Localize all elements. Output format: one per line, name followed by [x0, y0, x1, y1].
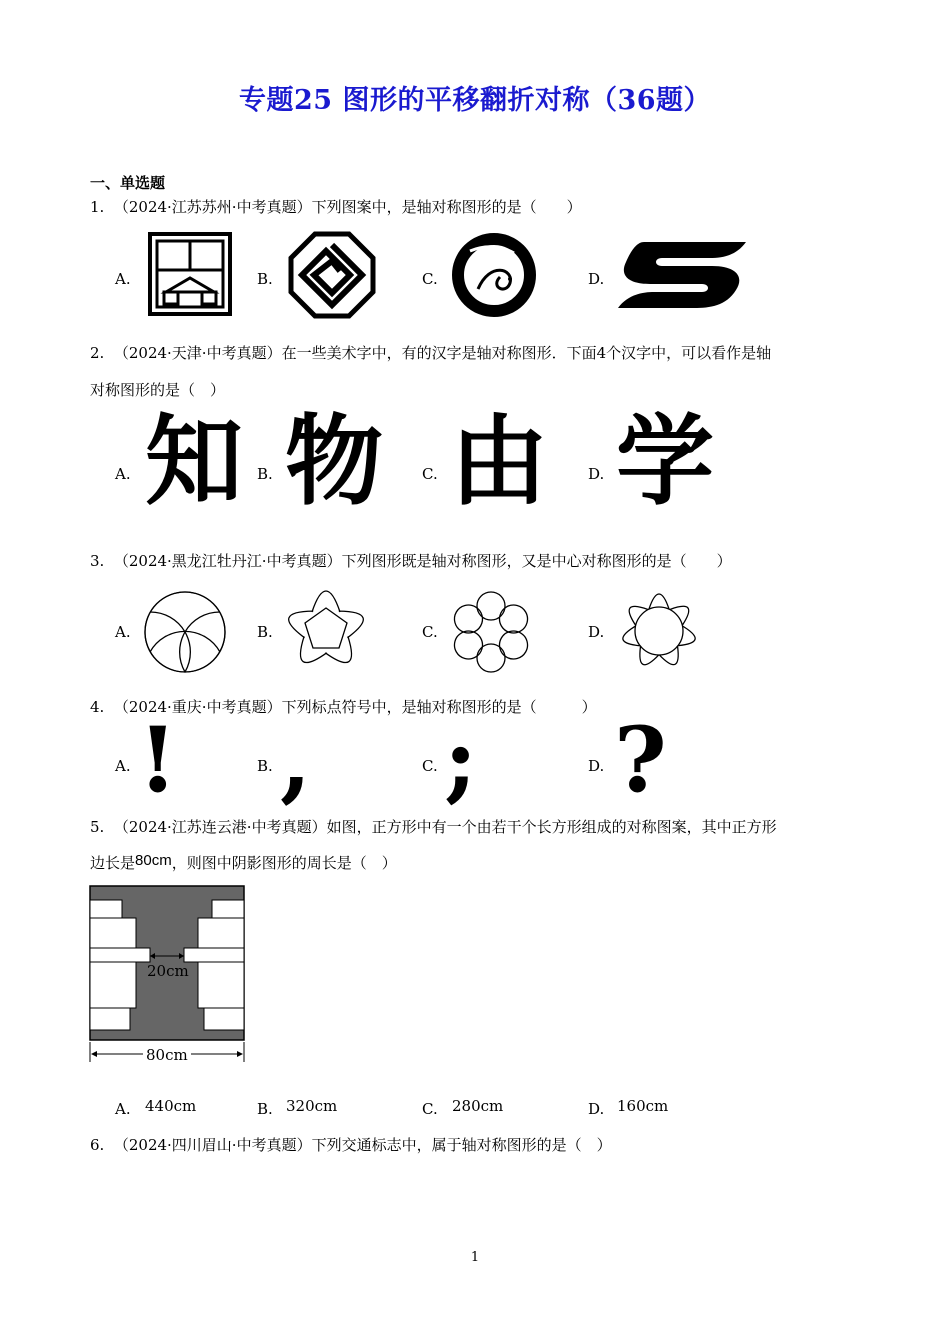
- question-6: [90, 1135, 612, 1155]
- square-frame-pattern-icon: [148, 232, 232, 316]
- question-text: （2024·四川眉山·中考真题）下列交通标志中，属于轴对称图形的是（ ）: [113, 1136, 612, 1154]
- question-2-line-2: 对称图形的是（ ）: [90, 381, 226, 399]
- char-option-c: 由: [450, 405, 549, 519]
- question-number: 3.: [90, 552, 105, 570]
- comma-mark: ,: [280, 707, 312, 813]
- question-number: 1.: [90, 198, 105, 216]
- question-text: （2024·江苏苏州·中考真题）下列图案中，是轴对称图形的是（ ）: [113, 198, 582, 216]
- option-a-label: A.: [115, 270, 131, 288]
- char-option-d: 学: [616, 405, 715, 519]
- option-d-label: D.: [588, 757, 605, 775]
- option-c-label: C.: [422, 465, 438, 483]
- section-heading: 一、单选题: [90, 174, 166, 192]
- question-number: 2.: [90, 344, 105, 362]
- option-b-label: B.: [257, 1100, 273, 1118]
- side-length-label: 80cm: [146, 1046, 188, 1064]
- question-3: [90, 551, 732, 571]
- option-b-label: B.: [257, 465, 273, 483]
- option-d-label: D.: [588, 270, 605, 288]
- option-a-label: A.: [115, 465, 131, 483]
- s-swoosh-logo-icon: [614, 236, 750, 314]
- option-c-label: C.: [422, 757, 438, 775]
- page-number: 1: [470, 1250, 480, 1265]
- question-number: 5.: [90, 818, 105, 836]
- option-a-label: A.: [115, 757, 131, 775]
- question-number: 6.: [90, 1136, 105, 1154]
- inner-gap-label: 20cm: [147, 962, 189, 980]
- option-b-label: B.: [257, 623, 273, 641]
- seven-petal-star-icon: [616, 588, 702, 674]
- option-d-label: D.: [588, 465, 605, 483]
- question-text: （2024·重庆·中考真题）下列标点符号中，是轴对称图形的是（ ）: [113, 698, 597, 716]
- option-c-label: C.: [422, 1100, 438, 1118]
- semicolon-mark: ;: [444, 707, 478, 813]
- option-c-value: 280cm: [452, 1097, 504, 1115]
- question-text: 边长是: [90, 854, 136, 872]
- three-arc-circle-icon: [143, 590, 227, 674]
- option-d-value: 160cm: [617, 1097, 669, 1115]
- six-petal-ring-icon: [449, 590, 533, 674]
- option-a-label: A.: [115, 623, 131, 641]
- option-b-label: B.: [257, 757, 273, 775]
- option-d-label: D.: [588, 1100, 605, 1118]
- char-option-b: 物: [285, 405, 384, 519]
- option-a-value: 440cm: [145, 1097, 197, 1115]
- side-length-value: 80cm: [135, 852, 172, 869]
- char-option-a: 知: [145, 405, 244, 519]
- question-2-line-1: [90, 343, 771, 363]
- option-d-label: D.: [588, 623, 605, 641]
- question-mark: ?: [614, 707, 667, 813]
- option-c-label: C.: [422, 623, 438, 641]
- octagon-spiral-icon: [288, 231, 376, 319]
- option-a-label: A.: [115, 1100, 131, 1118]
- question-text: （2024·天津·中考真题）在一些美术字中，有的汉字是轴对称图形．下面4个汉字中，可以看作是轴: [113, 344, 772, 362]
- question-5-line-2: [90, 853, 397, 874]
- page-title: 专题25 图形的平移翻折对称（36题）: [238, 85, 712, 116]
- question-text: （2024·江苏连云港·中考真题）如图，正方形中有一个由若干个长方形组成的对称图案，其中正方形: [113, 818, 777, 836]
- question-number: 4.: [90, 698, 105, 716]
- question-text: （2024·黑龙江牡丹江·中考真题）下列图形既是轴对称图形，又是中心对称图形的是（ ）: [113, 552, 732, 570]
- option-c-label: C.: [422, 270, 438, 288]
- question-1: [90, 197, 582, 217]
- option-b-label: B.: [257, 270, 273, 288]
- dragon-circle-icon: [450, 231, 538, 319]
- exclamation-mark: !: [138, 707, 178, 813]
- question-5-line-1: [90, 817, 777, 837]
- question-text: ，则图中阴影图形的周长是（ ）: [171, 854, 397, 872]
- option-b-value: 320cm: [286, 1097, 338, 1115]
- five-petal-star-icon: [284, 588, 368, 672]
